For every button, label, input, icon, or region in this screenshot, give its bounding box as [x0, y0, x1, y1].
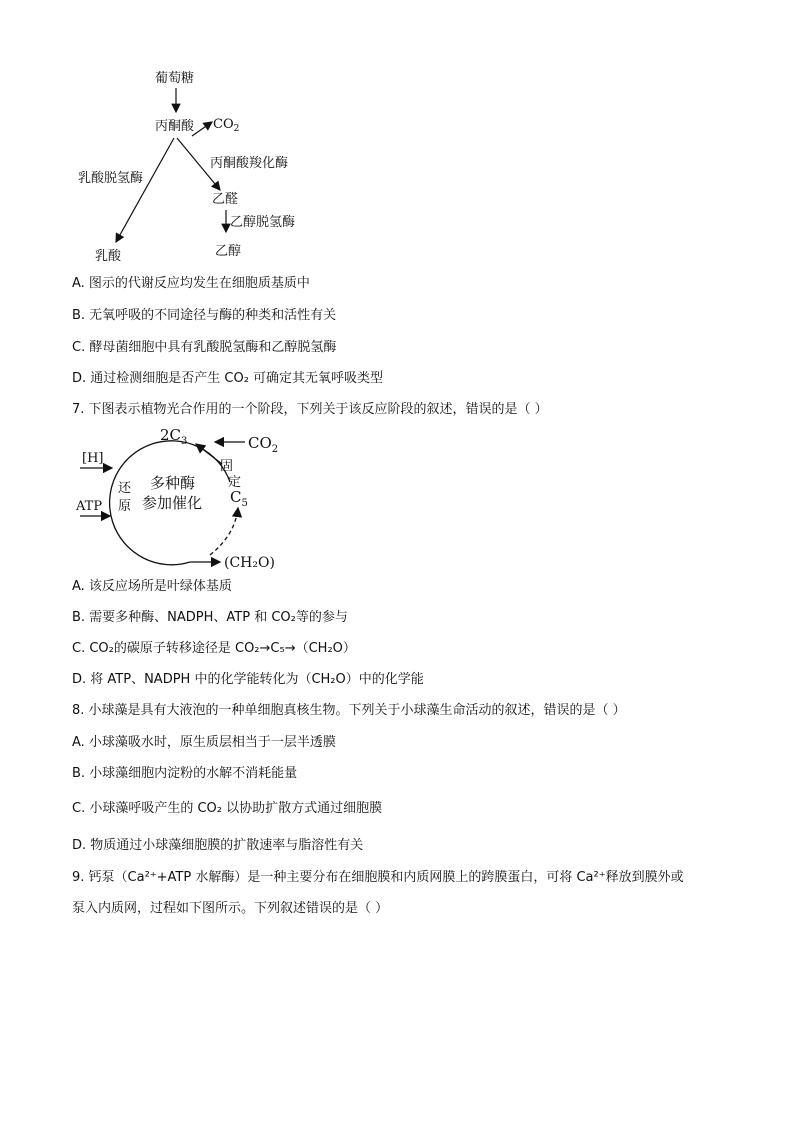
q7-option-a: A. 该反应场所是叶绿体基质: [72, 579, 232, 594]
respiration-pathway-diagram: [60, 60, 360, 270]
calvin-cycle-diagram: [70, 420, 310, 575]
ethanol-label: 乙醇: [215, 244, 242, 259]
glucose-label: 葡萄糖: [155, 71, 195, 86]
fixation-label-1: 固: [220, 459, 234, 474]
lactate-dehydrogenase-label: 乳酸脱氢酶: [78, 171, 144, 186]
q8-option-d: D. 物质通过小球藻细胞膜的扩散速率与脂溶性有关: [72, 838, 364, 853]
h-label: [H]: [82, 451, 104, 466]
q7-option-b: B. 需要多种酶、NADPH、ATP 和 CO₂等的参与: [72, 610, 348, 625]
q6-option-c: C. 酵母菌细胞中具有乳酸脱氢酶和乙醇脱氢酶: [72, 340, 337, 355]
lactate-label: 乳酸: [95, 249, 122, 264]
q9-stem-line1: 9. 钙泵（Ca²⁺+ATP 水解酶）是一种主要分布在细胞膜和内质网膜上的跨膜蛋白，可将 Ca²⁺释放到膜外或: [72, 870, 684, 885]
co2-in-label: $CO_2$: [248, 434, 279, 455]
pyruvate-label: 丙酮酸: [155, 119, 195, 134]
acetaldehyde-label: 乙醛: [212, 192, 239, 207]
q6-option-a: A. 图示的代谢反应均发生在细胞质基质中: [72, 276, 310, 291]
fixation-label-2: 定: [228, 475, 242, 490]
pyruvate-decarboxylase-label: 丙酮酸羧化酶: [210, 156, 289, 171]
atp-label: ATP: [76, 499, 103, 514]
co2-label: $CO_2$: [213, 117, 240, 134]
q7-option-c: C. CO₂的碳原子转移途径是 CO₂→C₅→（CH₂O）: [72, 641, 356, 656]
c3-label: $2C_3$: [160, 426, 188, 447]
ch2o-label: (CH₂O): [224, 555, 275, 571]
q6-option-b: B. 无氧呼吸的不同途径与酶的种类和活性有关: [72, 308, 337, 323]
c5-label: $C_5$: [230, 488, 248, 509]
q9-stem-line2: 泵入内质网，过程如下图所示。下列叙述错误的是（ ）: [72, 901, 389, 916]
alcohol-dehydrogenase-label: 乙醇脱氢酶: [230, 215, 296, 230]
q7-option-d: D. 将 ATP、NADPH 中的化学能转化为（CH₂O）中的化学能: [72, 672, 424, 687]
q6-option-d: D. 通过检测细胞是否产生 CO₂ 可确定其无氧呼吸类型: [72, 371, 384, 386]
reduction-label-2: 原: [118, 499, 132, 514]
q8-stem: 8. 小球藻是具有大液泡的一种单细胞真核生物。下列关于小球藻生命活动的叙述，错误的是（ ）: [72, 703, 626, 718]
q8-option-c: C. 小球藻呼吸产生的 CO₂ 以协助扩散方式通过细胞膜: [72, 801, 383, 816]
enzymes-label-2: 参加催化: [142, 494, 203, 512]
reduction-label-1: 还: [118, 481, 132, 496]
q8-option-a: A. 小球藻吸水时，原生质层相当于一层半透膜: [72, 735, 336, 750]
q8-option-b: B. 小球藻细胞内淀粉的水解不消耗能量: [72, 766, 298, 781]
enzymes-label-1: 多种酶: [150, 474, 196, 492]
q7-stem: 7. 下图表示植物光合作用的一个阶段，下列关于该反应阶段的叙述，错误的是（ ）: [72, 402, 548, 417]
